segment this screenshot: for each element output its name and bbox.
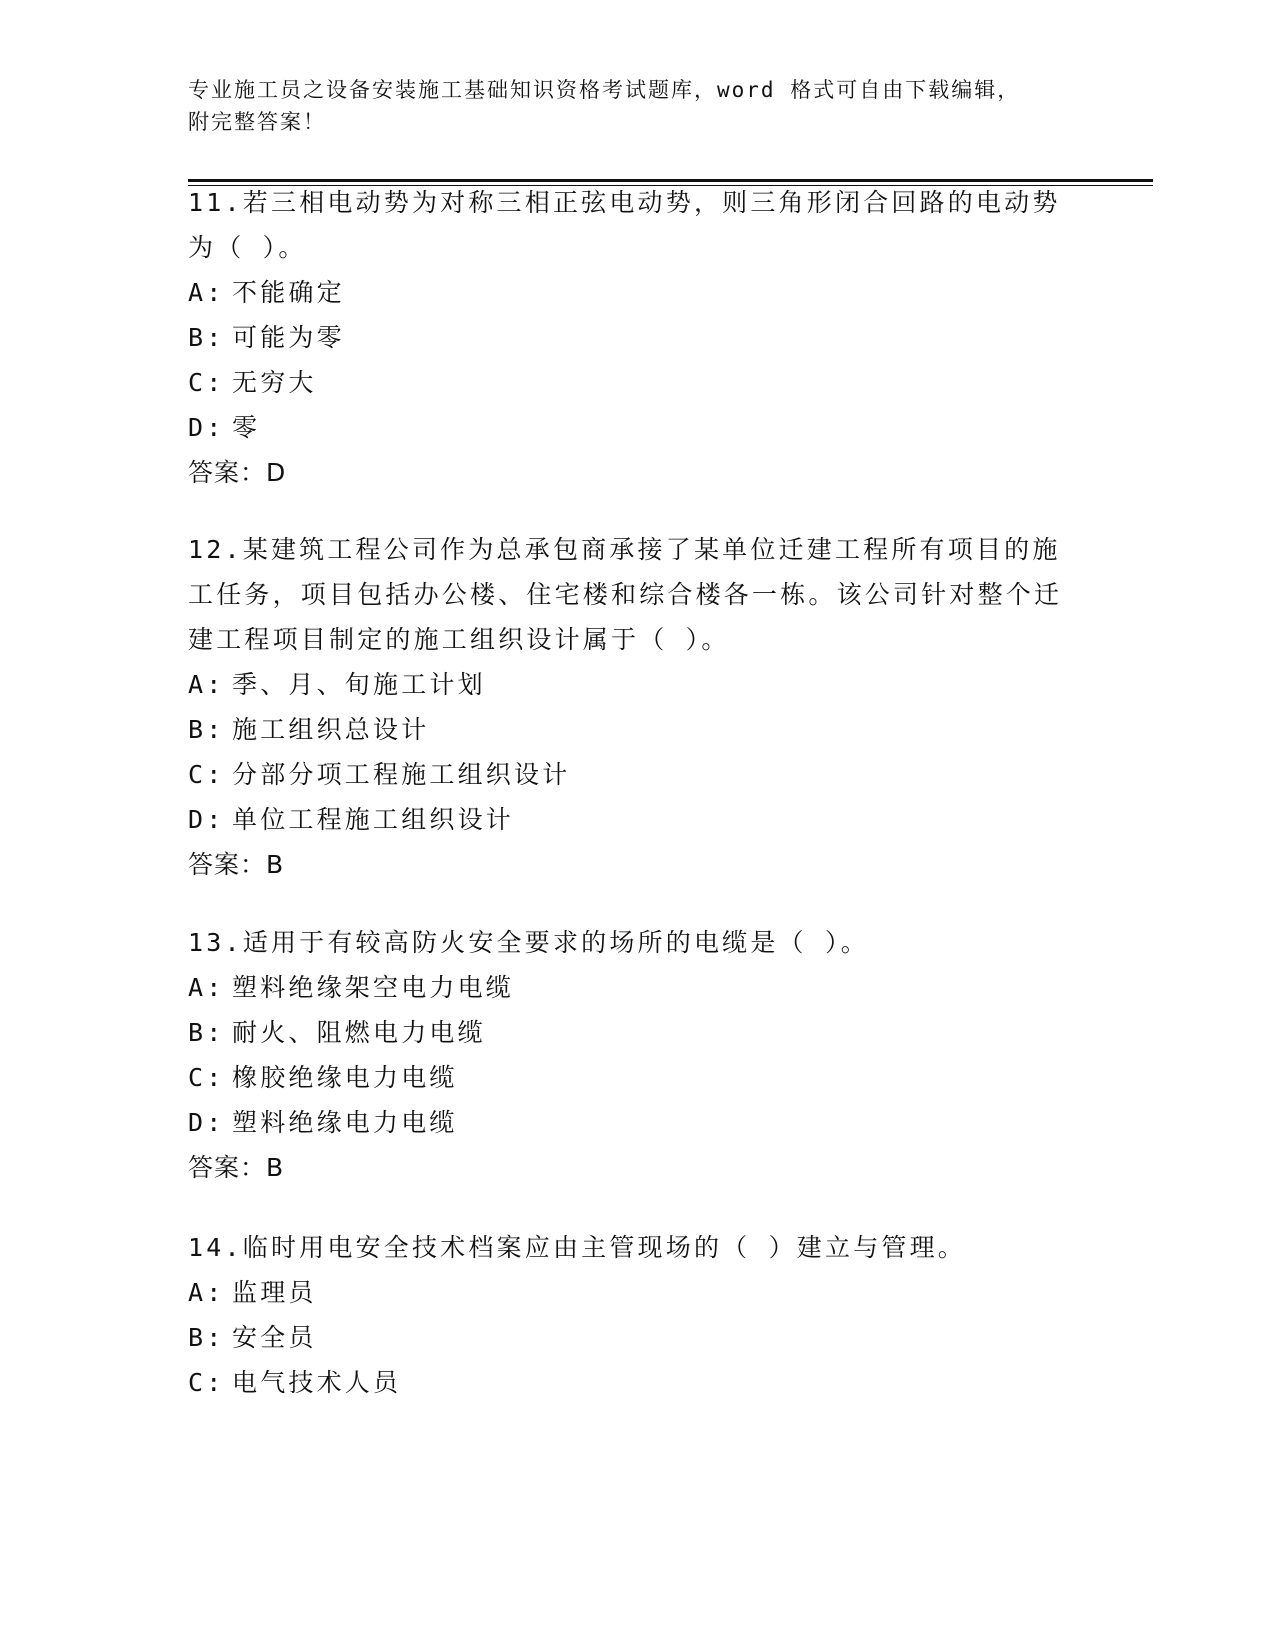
option-text: 分部分项工程施工组织设计 [232,760,571,789]
document-header [188,74,1068,138]
question-text: 11.若三相电动势为对称三相正弦电动势，则三角形闭合回路的电动势为（ ）。 [188,188,1061,262]
option-text: 零 [232,413,261,442]
option-letter: B: [188,1018,225,1047]
option-d [188,797,1068,842]
option-letter: D: [188,413,225,442]
option-letter: D: [188,805,225,834]
option-c [188,1360,1068,1405]
answer-line: 答案：D [188,458,287,487]
option-letter: A: [188,278,225,307]
question-text: 14.临时用电安全技术档案应由主管现场的（ ）建立与管理。 [188,1233,967,1262]
option-c [188,1055,1068,1100]
option-text: 无穷大 [232,368,317,397]
option-text: 安全员 [232,1323,317,1352]
option-text: 塑料绝缘电力电缆 [232,1108,458,1137]
option-text: 耐火、阻燃电力电缆 [232,1018,486,1047]
option-a [188,662,1068,707]
option-b [188,1315,1068,1360]
option-a [188,965,1068,1010]
option-letter: C: [188,1368,225,1397]
option-text: 施工组织总设计 [232,715,430,744]
option-d [188,1100,1068,1145]
option-b [188,1010,1068,1055]
option-letter: B: [188,323,225,352]
option-text: 监理员 [232,1278,317,1307]
option-text: 塑料绝缘架空电力电缆 [232,973,515,1002]
question-11 [188,180,1068,495]
question-text: 12.某建筑工程公司作为总承包商承接了某单位迁建工程所有项目的施工任务，项目包括办公楼、住宅楼和综合楼各一栋。该公司针对整个迁建工程项目制定的施工组织设计属于（ ）。 [188,535,1063,654]
header-line-2: 附完整答案！ [188,110,326,134]
question-13 [188,920,1068,1190]
option-c [188,360,1068,405]
option-letter: C: [188,1063,225,1092]
option-letter: C: [188,760,225,789]
option-letter: A: [188,670,225,699]
option-letter: D: [188,1108,225,1137]
option-a [188,1270,1068,1315]
option-a [188,270,1068,315]
option-text: 橡胶绝缘电力电缆 [232,1063,458,1092]
option-text: 不能确定 [232,278,345,307]
option-b [188,707,1068,752]
option-letter: C: [188,368,225,397]
question-14 [188,1225,1068,1405]
answer-line: 答案：B [188,850,285,879]
header-line-1: 专业施工员之设备安装施工基础知识资格考试题库，word 格式可自由下载编辑， [188,78,1021,102]
question-12 [188,527,1068,887]
option-text: 季、月、旬施工计划 [232,670,486,699]
option-text: 电气技术人员 [232,1368,402,1397]
option-letter: A: [188,1278,225,1307]
option-letter: A: [188,973,225,1002]
answer-line: 答案：B [188,1153,285,1182]
option-c [188,752,1068,797]
question-text: 13.适用于有较高防火安全要求的场所的电缆是（ ）。 [188,928,869,957]
option-letter: B: [188,715,225,744]
option-d [188,405,1068,450]
option-letter: B: [188,1323,225,1352]
option-b [188,315,1068,360]
option-text: 可能为零 [232,323,345,352]
option-text: 单位工程施工组织设计 [232,805,515,834]
